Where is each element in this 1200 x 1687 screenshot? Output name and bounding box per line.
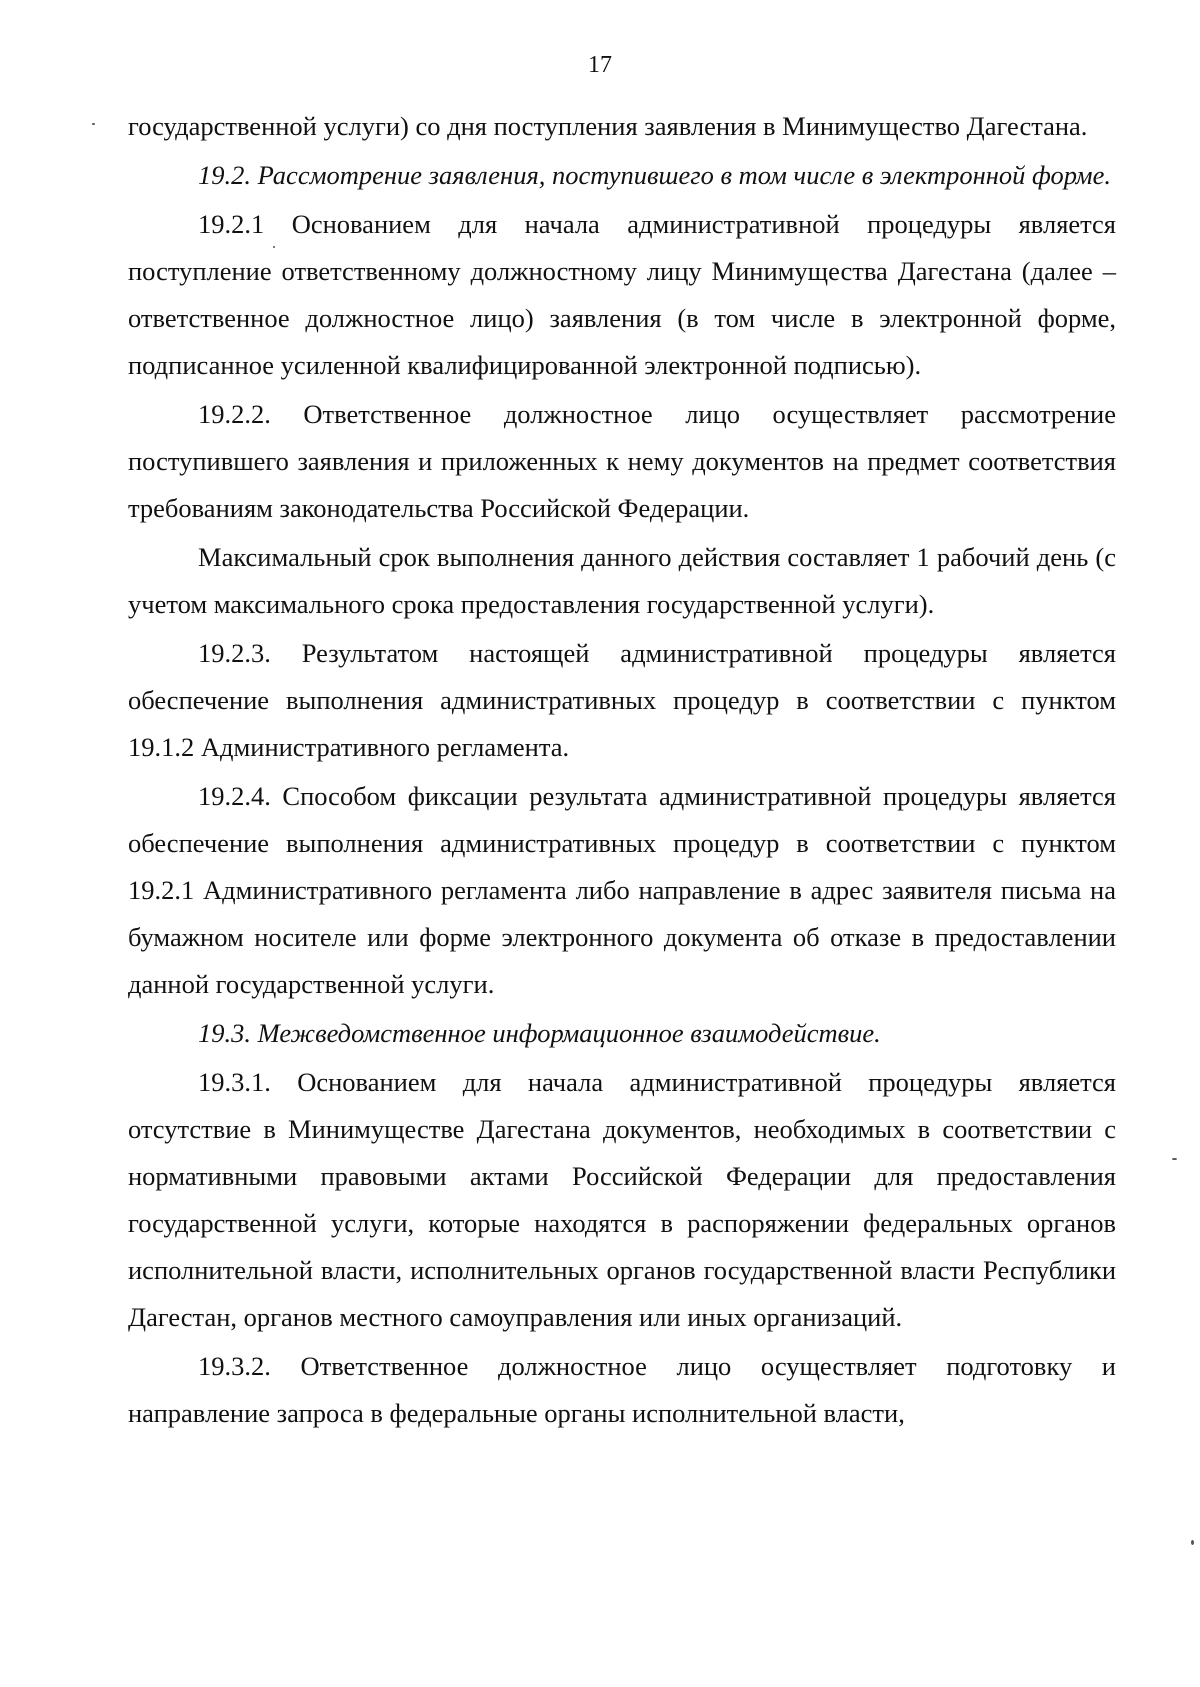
paragraph-19-2-2: 19.2.2. Ответственное должностное лицо осуществляет рассмотрение поступившего заявления и приложенных к нему документов на предмет соответствия требованиям законодательства Российской Федерации.	[128, 399, 1116, 523]
document-body	[128, 103, 1116, 1437]
paragraph-continuation: государственной услуги) со дня поступления заявления в Минимущество Дагестана.	[128, 111, 1088, 141]
paragraph-19-2-3: 19.2.3. Результатом настоящей административной процедуры является обеспечение выполнения административных процедур в соответствии с пунктом 19.1.2 Административного регламента.	[128, 638, 1116, 762]
paragraph-max-term: Максимальный срок выполнения данного действия составляет 1 рабочий день (с учетом максимального срока предоставления государственной услуги).	[128, 542, 1116, 619]
paragraph-19-3-1: 19.3.1. Основанием для начала административной процедуры является отсутствие в Минимуществе Дагестана документов, необходимых в соответствии с нормативными правовыми актами Российской Федерации для предоставления государственной услуги, которые находятся в распоряжении федеральных органов исполнительной власти, исполнительных органов государственной власти Республики Дагестан, органов местного самоуправления или иных организаций.	[128, 1067, 1116, 1332]
paragraph-19-2-1: 19.2.1 Основанием для начала административной процедуры является поступление ответственному должностному лицу Минимущества Дагестана (далее – ответственное должностное лицо) заявления (в том числе в электронной форме, подписанное усиленной квалифицированной электронной подписью).	[128, 209, 1116, 380]
section-heading-19-2: 19.2. Рассмотрение заявления, поступившего в том числе в электронной форме.	[198, 160, 1111, 190]
scan-speck	[1191, 1540, 1194, 1545]
scan-speck	[1172, 1158, 1177, 1160]
scan-speck	[273, 246, 275, 248]
paragraph-19-2-4: 19.2.4. Способом фиксации результата административной процедуры является обеспечение выполнения административных процедур в соответствии с пунктом 19.2.1 Административного регламента либо направление в адрес заявителя письма на бумажном носителе или форме электронного документа об отказе в предоставлении данной государственной услуги.	[128, 781, 1116, 999]
paragraph-19-3-2: 19.3.2. Ответственное должностное лицо осуществляет подготовку и направление запроса в федеральные органы исполнительной власти,	[128, 1351, 1116, 1428]
section-heading-19-3: 19.3. Межведомственное информационное взаимодействие.	[198, 1018, 881, 1048]
scan-speck	[92, 123, 95, 125]
page-number: 17	[588, 52, 612, 78]
